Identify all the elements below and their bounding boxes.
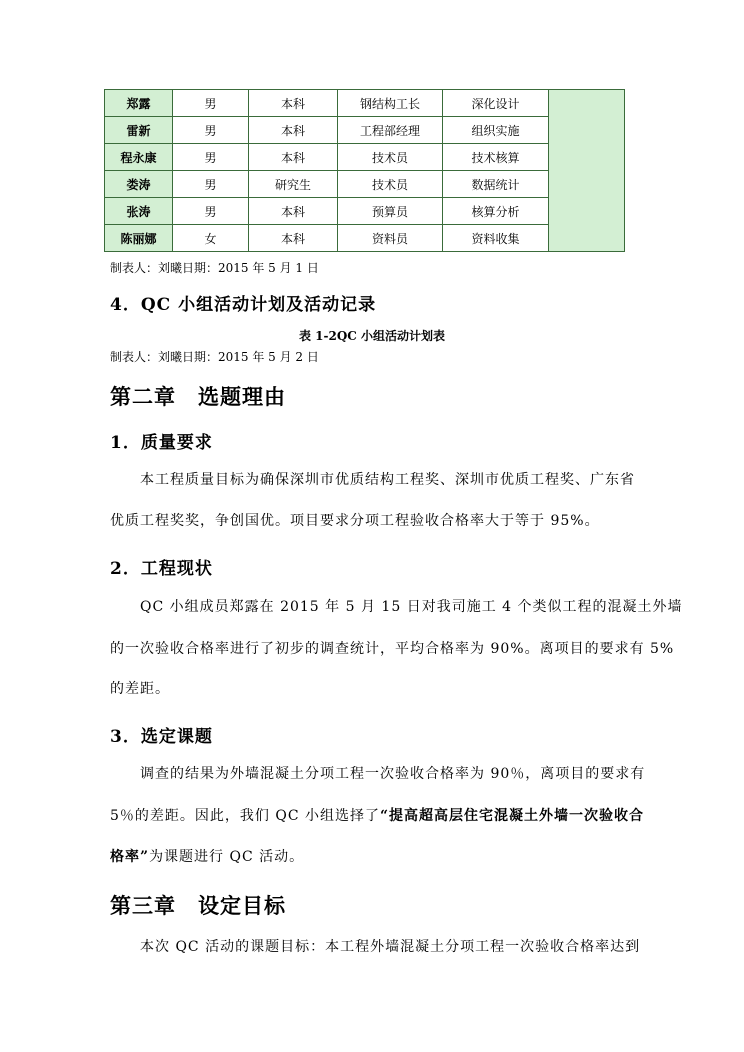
section-heading: 1．质量要求: [110, 433, 213, 453]
member-name: 娄涛: [105, 171, 173, 198]
chapter-title: 第三章 设定目标: [110, 893, 286, 918]
chapter-title: 第二章 选题理由: [110, 384, 286, 409]
table-author-note: 制表人：刘曦日期：2015 年 5 月 1 日: [110, 261, 319, 275]
table-row: [105, 225, 625, 252]
member-gender: 男: [173, 144, 249, 171]
member-name: 郑露: [105, 90, 173, 117]
member-education: 本科: [249, 225, 338, 252]
paragraph-line: [110, 806, 645, 826]
member-position: 资料员: [338, 225, 443, 252]
member-name: 陈丽娜: [105, 225, 173, 252]
paragraph-line: 的一次验收合格率进行了初步的调查统计，平均合格率为 90%。离项目的要求有 5%: [110, 641, 675, 657]
topic-emphasis: 格率”: [110, 849, 150, 865]
paragraph-line: 调查的结果为外墙混凝土分项工程一次验收合格率为 90％，离项目的要求有: [140, 766, 646, 782]
table-row: [105, 90, 625, 117]
member-duty: 深化设计: [443, 90, 549, 117]
merged-empty-cell: [549, 90, 625, 252]
member-name: 雷新: [105, 117, 173, 144]
table-row: [105, 198, 625, 225]
table-caption: 表 1-2QC 小组活动计划表: [298, 329, 446, 343]
topic-emphasis: “提高超高层住宅混凝土外墙一次验收合: [380, 808, 645, 824]
member-name: 程永康: [105, 144, 173, 171]
paragraph-line: 优质工程奖奖，争创国优。项目要求分项工程验收合格率大于等于 95%。: [110, 513, 600, 529]
paragraph-line: QC 小组成员郑露在 2015 年 5 月 15 日对我司施工 4 个类似工程的混凝土外墙: [140, 599, 683, 615]
member-gender: 男: [173, 171, 249, 198]
member-education: 本科: [249, 117, 338, 144]
members-table: [104, 89, 625, 252]
paragraph-text: 为课题进行 QC 活动。: [149, 849, 305, 865]
paragraph-line: 本次 QC 活动的课题目标：本工程外墙混凝土分项工程一次验收合格率达到: [140, 939, 641, 955]
paragraph-line: [110, 847, 636, 867]
member-gender: 女: [173, 225, 249, 252]
table-row: [105, 144, 625, 171]
member-gender: 男: [173, 117, 249, 144]
member-education: 本科: [249, 144, 338, 171]
member-gender: 男: [173, 90, 249, 117]
member-gender: 男: [173, 198, 249, 225]
table-author-note: 制表人：刘曦日期：2015 年 5 月 2 日: [110, 350, 319, 364]
member-position: 预算员: [338, 198, 443, 225]
section-heading: 4．QC 小组活动计划及活动记录: [110, 295, 377, 315]
member-position: 技术员: [338, 171, 443, 198]
member-duty: 组织实施: [443, 117, 549, 144]
section-heading: 2．工程现状: [110, 559, 213, 579]
table-row: [105, 117, 625, 144]
member-duty: 技术核算: [443, 144, 549, 171]
member-education: 本科: [249, 90, 338, 117]
member-position: 工程部经理: [338, 117, 443, 144]
table-row: [105, 171, 625, 198]
member-duty: 数据统计: [443, 171, 549, 198]
member-position: 钢结构工长: [338, 90, 443, 117]
member-position: 技术员: [338, 144, 443, 171]
section-heading: 3．选定课题: [110, 727, 213, 747]
paragraph-line: 本工程质量目标为确保深圳市优质结构工程奖、深圳市优质工程奖、广东省: [140, 472, 635, 488]
member-duty: 核算分析: [443, 198, 549, 225]
member-duty: 资料收集: [443, 225, 549, 252]
paragraph-text: 5％的差距。因此，我们 QC 小组选择了: [110, 808, 380, 824]
member-education: 本科: [249, 198, 338, 225]
paragraph-line: 的差距。: [110, 681, 170, 697]
member-education: 研究生: [249, 171, 338, 198]
member-name: 张涛: [105, 198, 173, 225]
